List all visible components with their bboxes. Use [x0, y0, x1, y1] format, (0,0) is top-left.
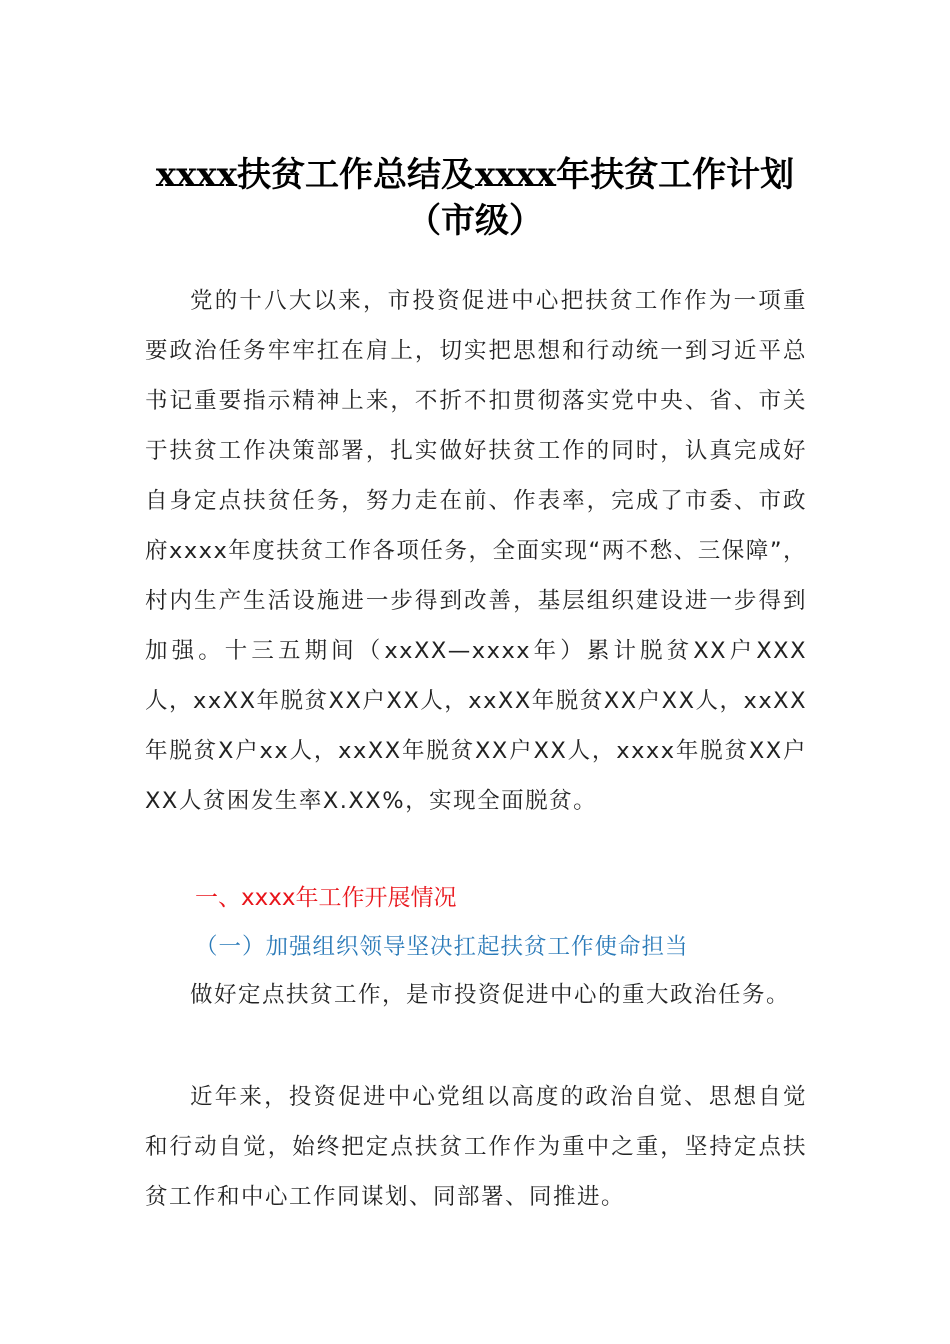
- document-title-line1: xxxx扶贫工作总结及xxxx年扶贫工作计划: [155, 155, 795, 195]
- body-paragraph-2: 做好定点扶贫工作，是市投资促进中心的重大政治任务。: [190, 982, 791, 1008]
- document-title-line2: （市级）: [407, 201, 543, 241]
- section-heading-1: 一、xxxx年工作开展情况: [195, 885, 457, 911]
- body-paragraph-3: 近年来，投资促进中心党组以高度的政治自觉、思想自觉和行动自觉，始终把定点扶贫工作作为重中之重，坚持定点扶贫工作和中心工作同谋划、同部署、同推进。: [145, 1084, 807, 1210]
- intro-paragraph: 党的十八大以来，市投资促进中心把扶贫工作作为一项重要政治任务牢牢扛在肩上，切实把思想和行动统一到习近平总书记重要指示精神上来，不折不扣贯彻落实党中央、省、市关于扶贫工作决策部署，扎实做好扶贫工作的同时，认真完成好自身定点扶贫任务，努力走在前、作表率，完成了市委、市政府xxxx年度扶贫工作各项任务，全面实现“两不愁、三保障”，村内生产生活设施进一步得到改善，基层组织建设进一步得到加强。十三五期间（xxXX—xxxx年）累计脱贫XX户XXX人，xxXX年脱贫XX户XX人，xxXX年脱贫XX户XX人，xxXX年脱贫X户xx人，xxXX年脱贫XX户XX人，xxxx年脱贫XX户XX人贫困发生率X.XX%，实现全面脱贫。: [145, 288, 807, 814]
- subsection-heading-1: （一）加强组织领导坚决扛起扶贫工作使命担当: [195, 934, 689, 960]
